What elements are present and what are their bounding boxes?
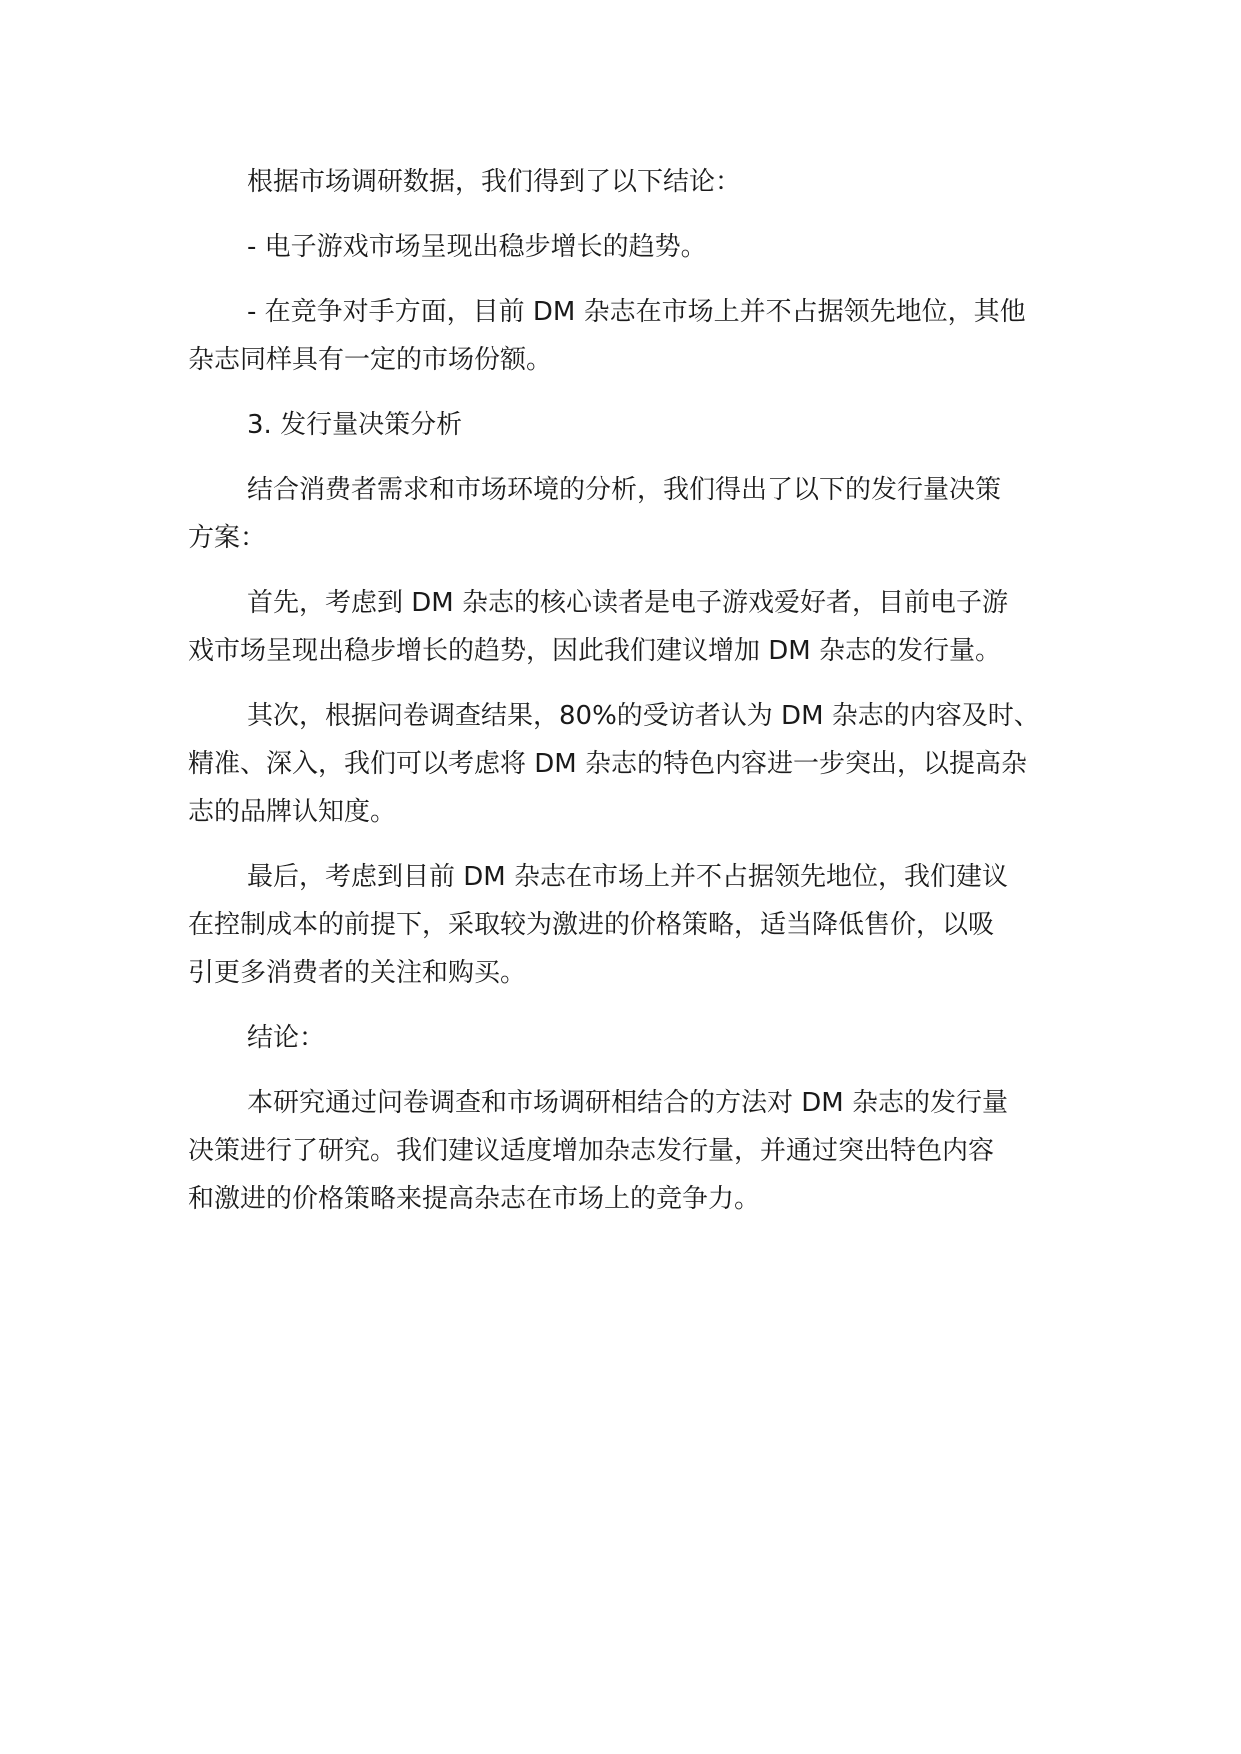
paragraph-market-conclusion-intro (188, 158, 1068, 206)
paragraph-first-recommendation (188, 579, 1068, 675)
paragraph-second-recommendation (188, 692, 1068, 836)
section-heading: 结论： (247, 1023, 326, 1053)
paragraph-line: 杂志同样具有一定的市场份额。 (188, 345, 553, 375)
section-heading: 3. 发行量决策分析 (247, 410, 463, 440)
paragraph-line: 和激进的价格策略来提高杂志在市场上的竞争力。 (188, 1184, 761, 1214)
section-heading-conclusion (188, 1014, 1068, 1062)
paragraph-line: 方案： (188, 523, 267, 553)
paragraph-line: 戏市场呈现出稳步增长的趋势，因此我们建议增加 DM 杂志的发行量。 (188, 636, 1001, 666)
paragraph-game-market-growth (188, 223, 1068, 271)
paragraph-third-recommendation (188, 853, 1068, 997)
paragraph-line: 志的品牌认知度。 (188, 797, 397, 827)
paragraph-line: 精准、深入，我们可以考虑将 DM 杂志的特色内容进一步突出，以提高杂 (188, 749, 1027, 779)
paragraph-line: 根据市场调研数据，我们得到了以下结论： (247, 167, 742, 197)
paragraph-line: 结合消费者需求和市场环境的分析，我们得出了以下的发行量决策 (247, 475, 1002, 505)
paragraph-line: 在控制成本的前提下，采取较为激进的价格策略，适当降低售价，以吸 (188, 910, 995, 940)
paragraph-competitor-analysis (188, 288, 1068, 384)
paragraph-line: - 在竞争对手方面，目前 DM 杂志在市场上并不占据领先地位，其他 (247, 297, 1026, 327)
paragraph-line: - 电子游戏市场呈现出稳步增长的趋势。 (247, 232, 707, 262)
paragraph-line: 首先，考虑到 DM 杂志的核心读者是电子游戏爱好者，目前电子游 (247, 588, 1008, 618)
paragraph-line: 其次，根据问卷调查结果，80%的受访者认为 DM 杂志的内容及时、 (247, 701, 1040, 731)
paragraph-conclusion (188, 1079, 1068, 1223)
section-heading-circulation-decision (188, 401, 1068, 449)
paragraph-decision-intro (188, 466, 1068, 562)
paragraph-line: 本研究通过问卷调查和市场调研相结合的方法对 DM 杂志的发行量 (247, 1088, 1008, 1118)
paragraph-line: 引更多消费者的关注和购买。 (188, 958, 527, 988)
paragraph-line: 最后，考虑到目前 DM 杂志在市场上并不占据领先地位，我们建议 (247, 862, 1008, 892)
paragraph-line: 决策进行了研究。我们建议适度增加杂志发行量，并通过突出特色内容 (188, 1136, 995, 1166)
document-body (188, 158, 1068, 1240)
